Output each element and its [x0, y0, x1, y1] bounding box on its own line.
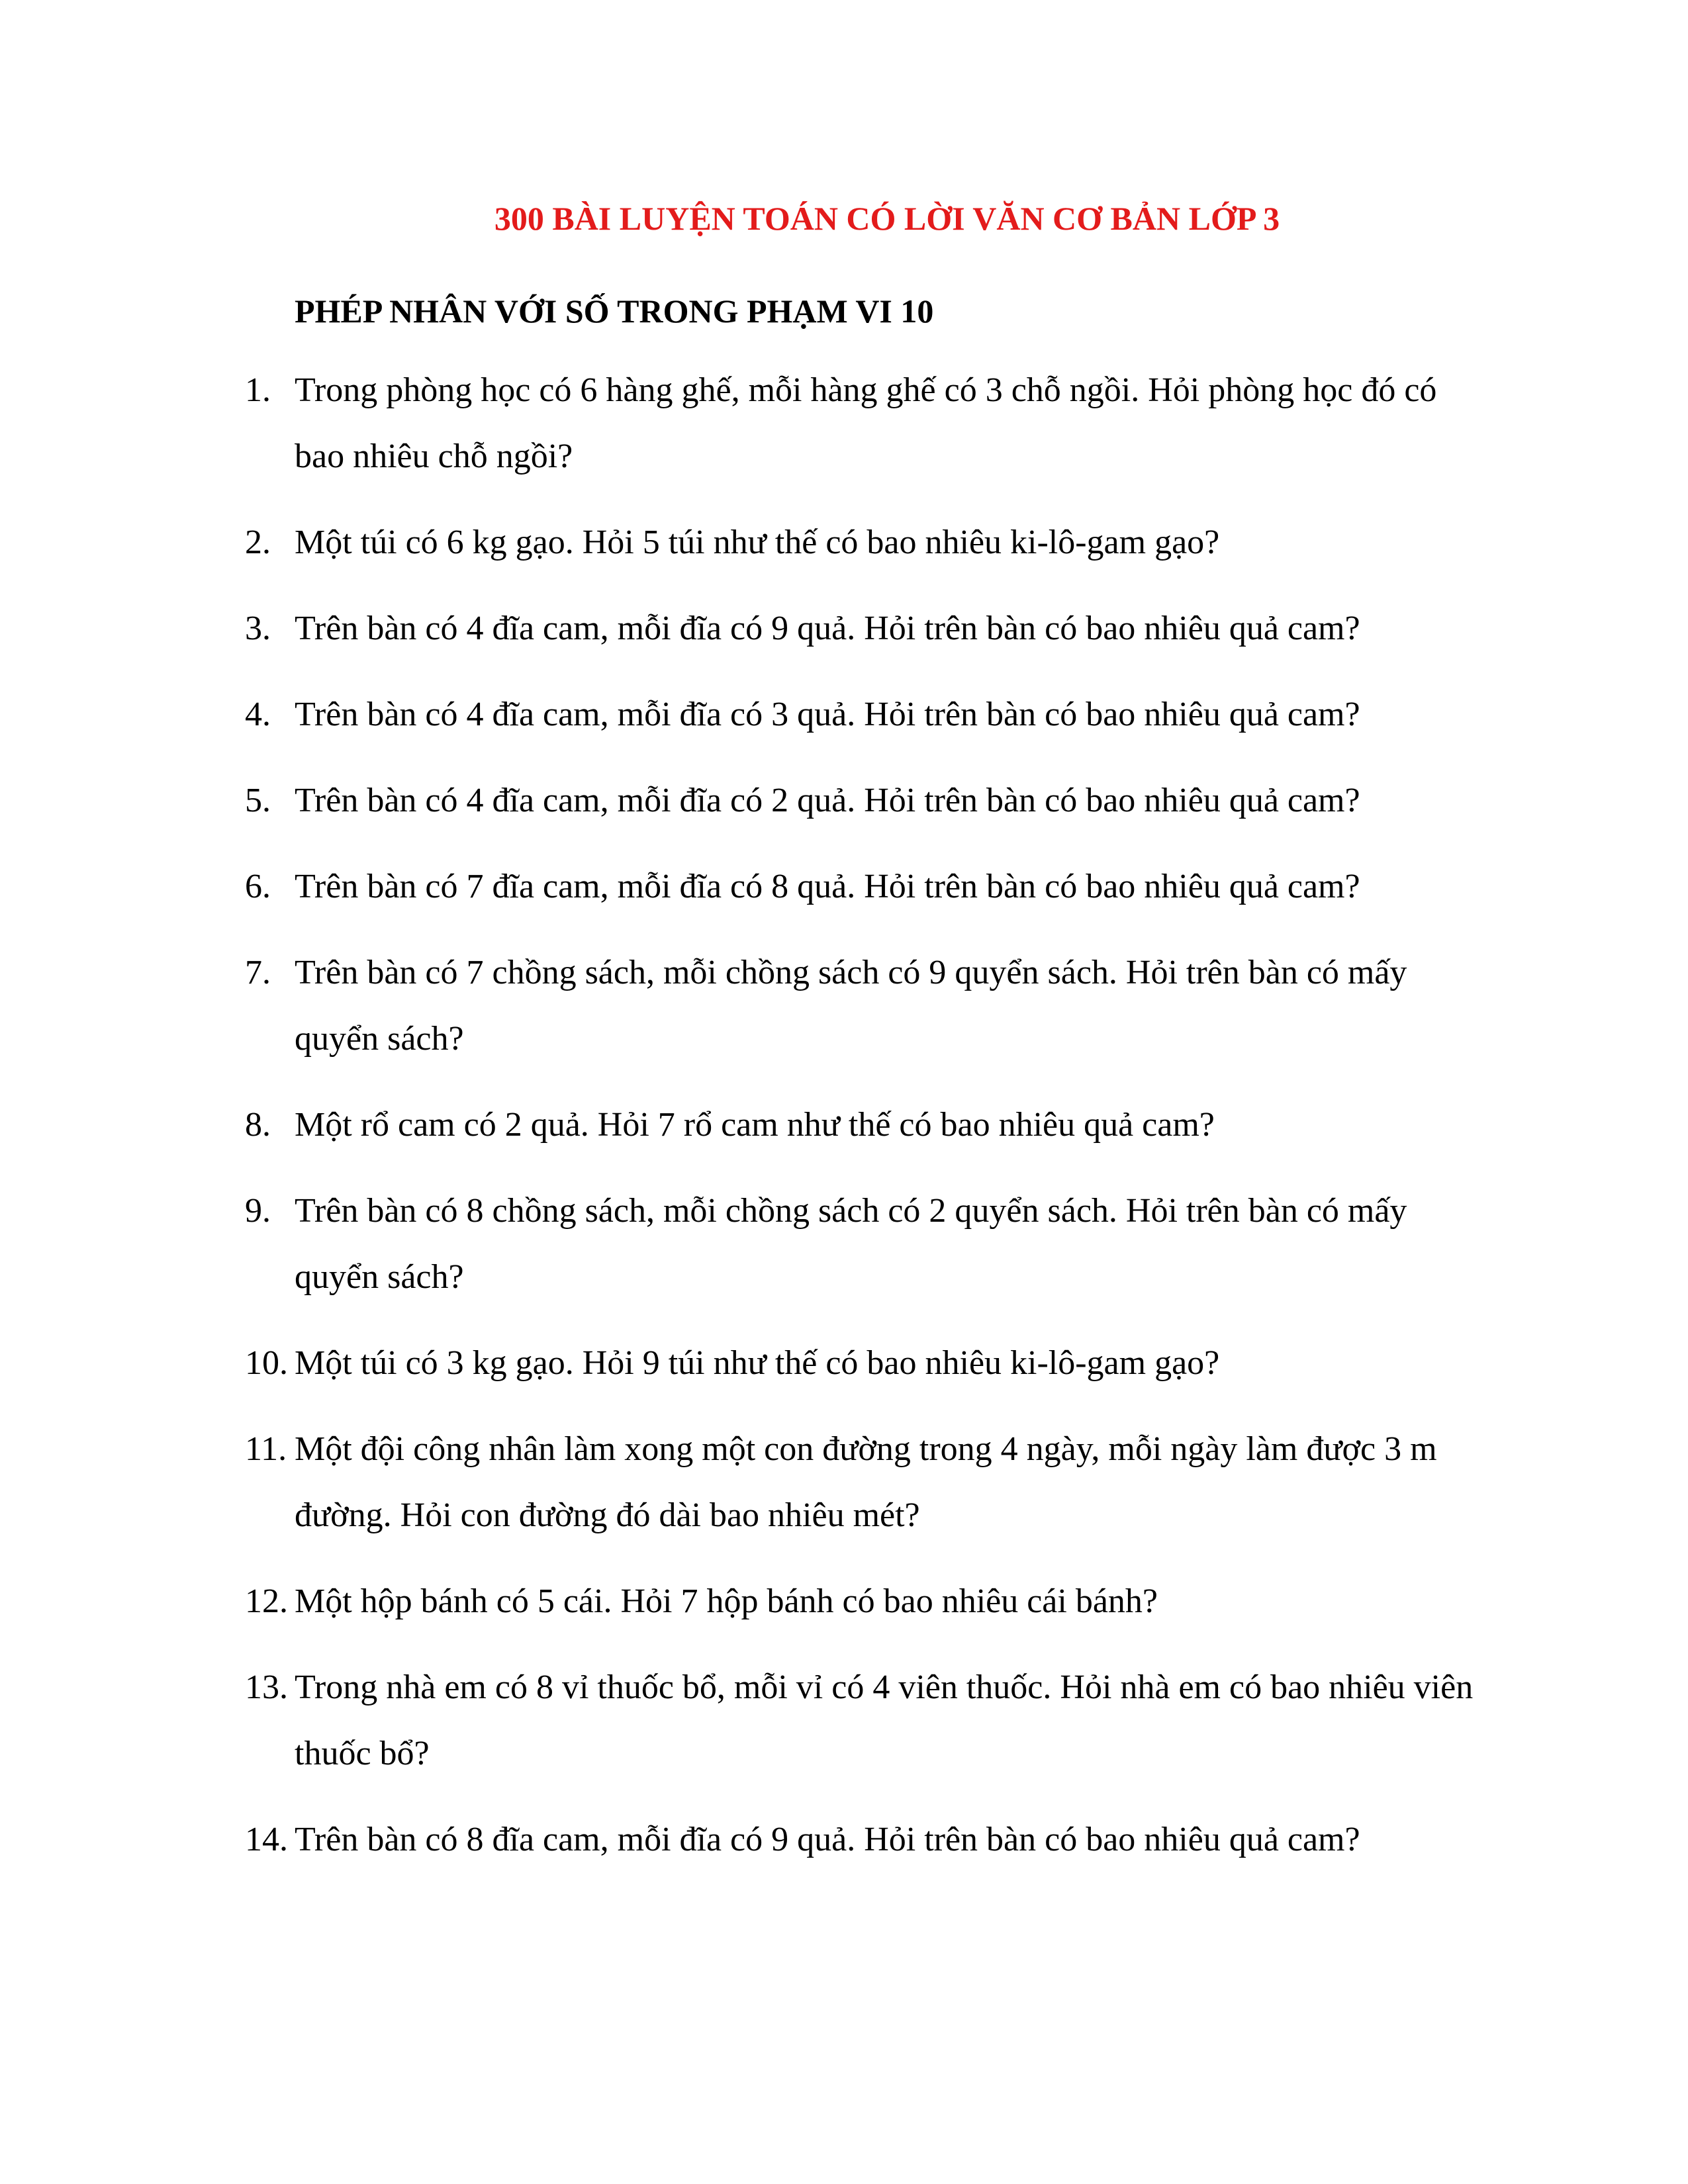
- list-item: [0, 510, 1688, 576]
- problem-text: Trên bàn có 4 đĩa cam, mỗi đĩa có 3 quả. Hỏi trên bàn có bao nhiêu quả cam?: [295, 696, 1360, 733]
- problem-number: 1.: [245, 371, 271, 409]
- list-item: [0, 1807, 1688, 1873]
- problem-number: 14.: [245, 1821, 288, 1858]
- list-item: [0, 854, 1688, 920]
- list-item: [0, 682, 1688, 748]
- problem-number: 10.: [245, 1344, 288, 1382]
- problem-number: 4.: [245, 696, 271, 733]
- problem-text: Trong phòng học có 6 hàng ghế, mỗi hàng ghế có 3 chỗ ngồi. Hỏi phòng học đó có bao nhiêu chỗ ngồi?: [295, 371, 1437, 475]
- problem-number: 5.: [245, 782, 271, 819]
- list-item: [0, 596, 1688, 662]
- problem-number: 2.: [245, 523, 271, 561]
- list-item: [0, 1178, 1688, 1310]
- list-item: [0, 1416, 1688, 1549]
- problem-text: Trên bàn có 8 chồng sách, mỗi chồng sách có 2 quyển sách. Hỏi trên bàn có mấy quyển sách?: [295, 1192, 1407, 1296]
- list-item: [0, 1092, 1688, 1158]
- problem-number: 7.: [245, 954, 271, 991]
- problem-text: Trên bàn có 4 đĩa cam, mỗi đĩa có 9 quả. Hỏi trên bàn có bao nhiêu quả cam?: [295, 610, 1360, 647]
- problem-text: Một túi có 6 kg gạo. Hỏi 5 túi như thế có bao nhiêu ki-lô-gam gạo?: [295, 523, 1220, 561]
- problem-text: Một hộp bánh có 5 cái. Hỏi 7 hộp bánh có bao nhiêu cái bánh?: [295, 1582, 1158, 1620]
- problem-number: 13.: [245, 1668, 288, 1706]
- problem-number: 6.: [245, 868, 271, 905]
- problem-text: Trên bàn có 7 đĩa cam, mỗi đĩa có 8 quả. Hỏi trên bàn có bao nhiêu quả cam?: [295, 868, 1360, 905]
- problem-text: Trên bàn có 7 chồng sách, mỗi chồng sách có 9 quyển sách. Hỏi trên bàn có mấy quyển sách?: [295, 954, 1407, 1058]
- section-heading: PHÉP NHÂN VỚI SỐ TRONG PHẠM VI 10: [295, 293, 934, 330]
- problem-text: Một đội công nhân làm xong một con đường trong 4 ngày, mỗi ngày làm được 3 m đường. Hỏi con đường đó dài bao nhiêu mét?: [295, 1430, 1437, 1534]
- problem-number: 3.: [245, 610, 271, 647]
- document-title: 300 BÀI LUYỆN TOÁN CÓ LỜI VĂN CƠ BẢN LỚP 3: [494, 200, 1280, 237]
- list-item: [0, 1655, 1688, 1787]
- list-item: [0, 357, 1688, 490]
- list-item: [0, 1330, 1688, 1396]
- problem-text: Một túi có 3 kg gạo. Hỏi 9 túi như thế có bao nhiêu ki-lô-gam gạo?: [295, 1344, 1220, 1382]
- problem-text: Trong nhà em có 8 vỉ thuốc bổ, mỗi vỉ có 4 viên thuốc. Hỏi nhà em có bao nhiêu viên thuốc bổ?: [295, 1668, 1474, 1772]
- problem-text: Trên bàn có 8 đĩa cam, mỗi đĩa có 9 quả. Hỏi trên bàn có bao nhiêu quả cam?: [295, 1821, 1360, 1858]
- problem-number: 9.: [245, 1192, 271, 1230]
- problem-number: 12.: [245, 1582, 288, 1620]
- problem-number: 11.: [245, 1430, 287, 1468]
- problem-number: 8.: [245, 1106, 271, 1144]
- problem-text: Trên bàn có 4 đĩa cam, mỗi đĩa có 2 quả. Hỏi trên bàn có bao nhiêu quả cam?: [295, 782, 1360, 819]
- problem-list: [0, 357, 1688, 1893]
- problem-text: Một rổ cam có 2 quả. Hỏi 7 rổ cam như thế có bao nhiêu quả cam?: [295, 1106, 1215, 1144]
- list-item: [0, 940, 1688, 1072]
- list-item: [0, 1569, 1688, 1635]
- list-item: [0, 768, 1688, 834]
